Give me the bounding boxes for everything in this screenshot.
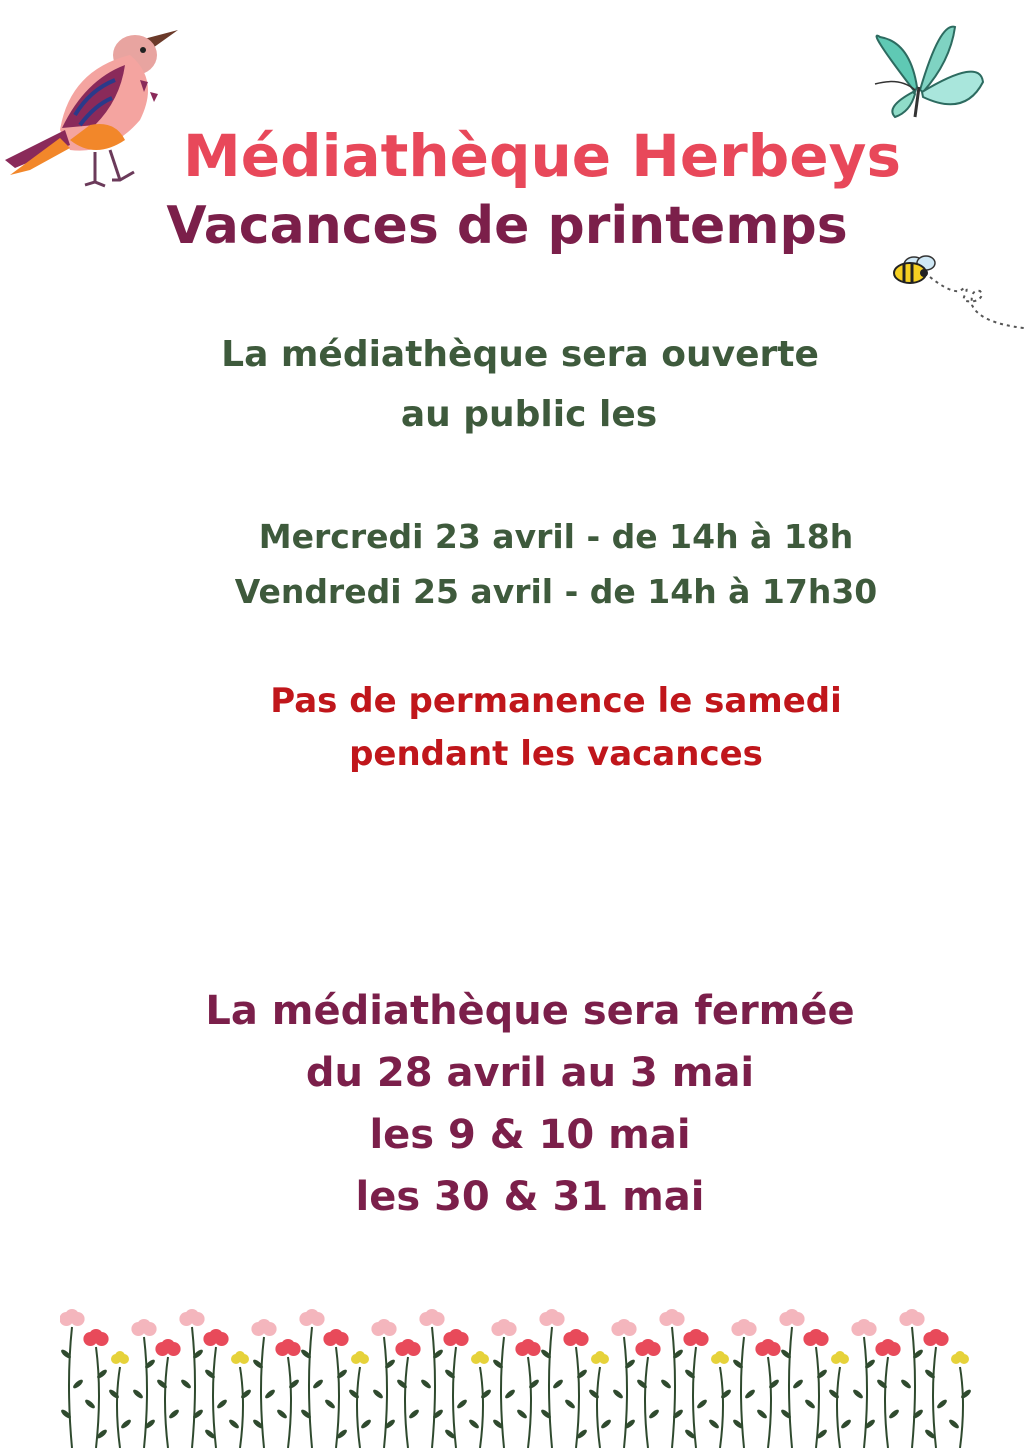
flower-icon [299, 1309, 324, 1448]
closure-date: du 28 avril au 3 mai [305, 1050, 755, 1096]
bee-illustration [890, 243, 1024, 333]
flower-icon [779, 1309, 804, 1448]
flower-icon [563, 1329, 588, 1448]
butterfly-illustration [855, 22, 990, 127]
closure-date: les 30 & 31 mai [355, 1174, 705, 1220]
flower-icon [708, 1351, 732, 1448]
schedule-wednesday: Mercredi 23 avril - de 14h à 18h [258, 517, 854, 556]
flower-icon [228, 1351, 252, 1448]
flower-icon [851, 1319, 876, 1448]
notice-line: Pas de permanence le samedi [270, 681, 842, 721]
flower-icon [203, 1329, 228, 1448]
flower-icon [899, 1309, 924, 1448]
notice-line: pendant les vacances [349, 734, 763, 774]
flower-icon [251, 1319, 276, 1448]
page-subtitle: Vacances de printemps [166, 196, 848, 256]
closure-date: les 9 & 10 mai [369, 1112, 691, 1158]
flower-icon [131, 1319, 156, 1448]
flower-icon [683, 1329, 708, 1448]
flower-icon [923, 1329, 948, 1448]
flower-icon [803, 1329, 828, 1448]
flower-icon [611, 1319, 636, 1448]
flower-icon [155, 1339, 180, 1448]
flower-icon [515, 1339, 540, 1448]
flower-icon [635, 1339, 660, 1448]
flower-icon [83, 1329, 108, 1448]
flower-icon [875, 1339, 900, 1448]
closure-heading: La médiathèque sera fermée [205, 988, 855, 1034]
flower-icon [588, 1351, 612, 1448]
flower-icon [323, 1329, 348, 1448]
flower-icon [395, 1339, 420, 1448]
flower-icon [443, 1329, 468, 1448]
flower-icon [755, 1339, 780, 1448]
flower-icon [371, 1319, 396, 1448]
flower-border [60, 1305, 980, 1448]
flower-icon [179, 1309, 204, 1448]
flower-icon [491, 1319, 516, 1448]
flower-icon [468, 1351, 492, 1448]
flower-icon [539, 1309, 564, 1448]
opening-text-line: au public les [400, 394, 658, 435]
flower-icon [348, 1351, 372, 1448]
schedule-friday: Vendredi 25 avril - de 14h à 17h30 [234, 572, 878, 611]
flower-icon [419, 1309, 444, 1448]
flower-icon [108, 1351, 132, 1448]
flower-icon [731, 1319, 756, 1448]
flower-icon [948, 1351, 972, 1448]
page-title: Médiathèque Herbeys [183, 122, 901, 190]
flower-icon [275, 1339, 300, 1448]
flower-icon [828, 1351, 852, 1448]
flower-icon [60, 1309, 85, 1448]
flower-icon [659, 1309, 684, 1448]
opening-text-line: La médiathèque sera ouverte [221, 334, 819, 375]
